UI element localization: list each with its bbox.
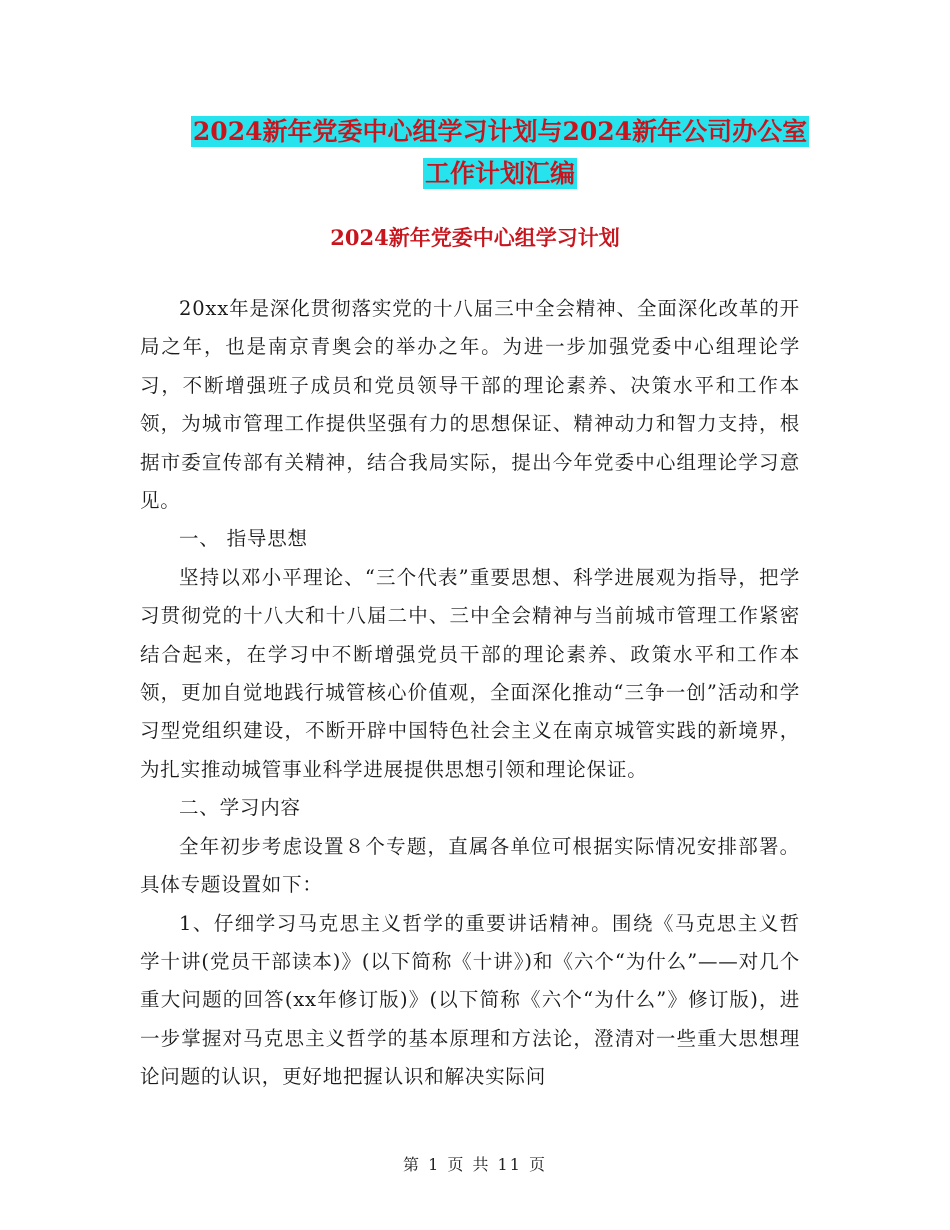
document-title-line-1: 2024新年党委中心组学习计划与2024新年公司办公室 [192,117,808,146]
document-title-line-2: 工作计划汇编 [424,159,575,188]
paragraph-topic-1: 1、仔细学习马克思主义哲学的重要讲话精神。围绕《马克思主义哲学十讲(党员干部读本)》(以下简称《十讲》)和《六个“为什么”——对几个重大问题的回答(xx年修订版)》(以下简称《六个“为什么”》修订版)，进一步掌握对马克思主义哲学的基本原理和方法论，澄清对一些重大思想理论问题的认识，更好地把握认识和解决实际问 [140,911,800,1089]
paragraph-guiding-ideology: 坚持以邓小平理论、“三个代表”重要思想、科学进展观为指导，把学习贯彻党的十八大和十八届二中、三中全会精神与当前城市管理工作紧密结合起来，在学习中不断增强党员干部的理论素养、政策水平和工作本领，更加自觉地践行城管核心价值观，全面深化推动“三争一创”活动和学习型党组织建设，不断开辟中国特色社会主义在南京城管实践的新境界，为扎实推动城管事业科学进展提供思想引领和理论保证。 [140,565,800,781]
paragraph-intro: 20xx年是深化贯彻落实党的十八届三中全会精神、全面深化改革的开局之年，也是南京青奥会的举办之年。为进一步加强党委中心组理论学习，不断增强班子成员和党员领导干部的理论素养、决策水平和工作本领，为城市管理工作提供坚强有力的思想保证、精神动力和智力支持，根据市委宣传部有关精神，结合我局实际，提出今年党委中心组理论学习意见。 [140,297,800,513]
body-text [140,290,800,1097]
section-title: 2024新年党委中心组学习计划 [330,225,620,250]
heading-study-content: 二、学习内容 [179,796,301,820]
page-footer: 第 1 页 共 11 页 [403,1155,547,1174]
paragraph-topics-overview: 全年初步考虑设置８个专题，直属各单位可根据实际情况安排部署。具体专题设置如下： [140,834,800,897]
heading-guiding-ideology: 一、 指导思想 [179,527,308,551]
